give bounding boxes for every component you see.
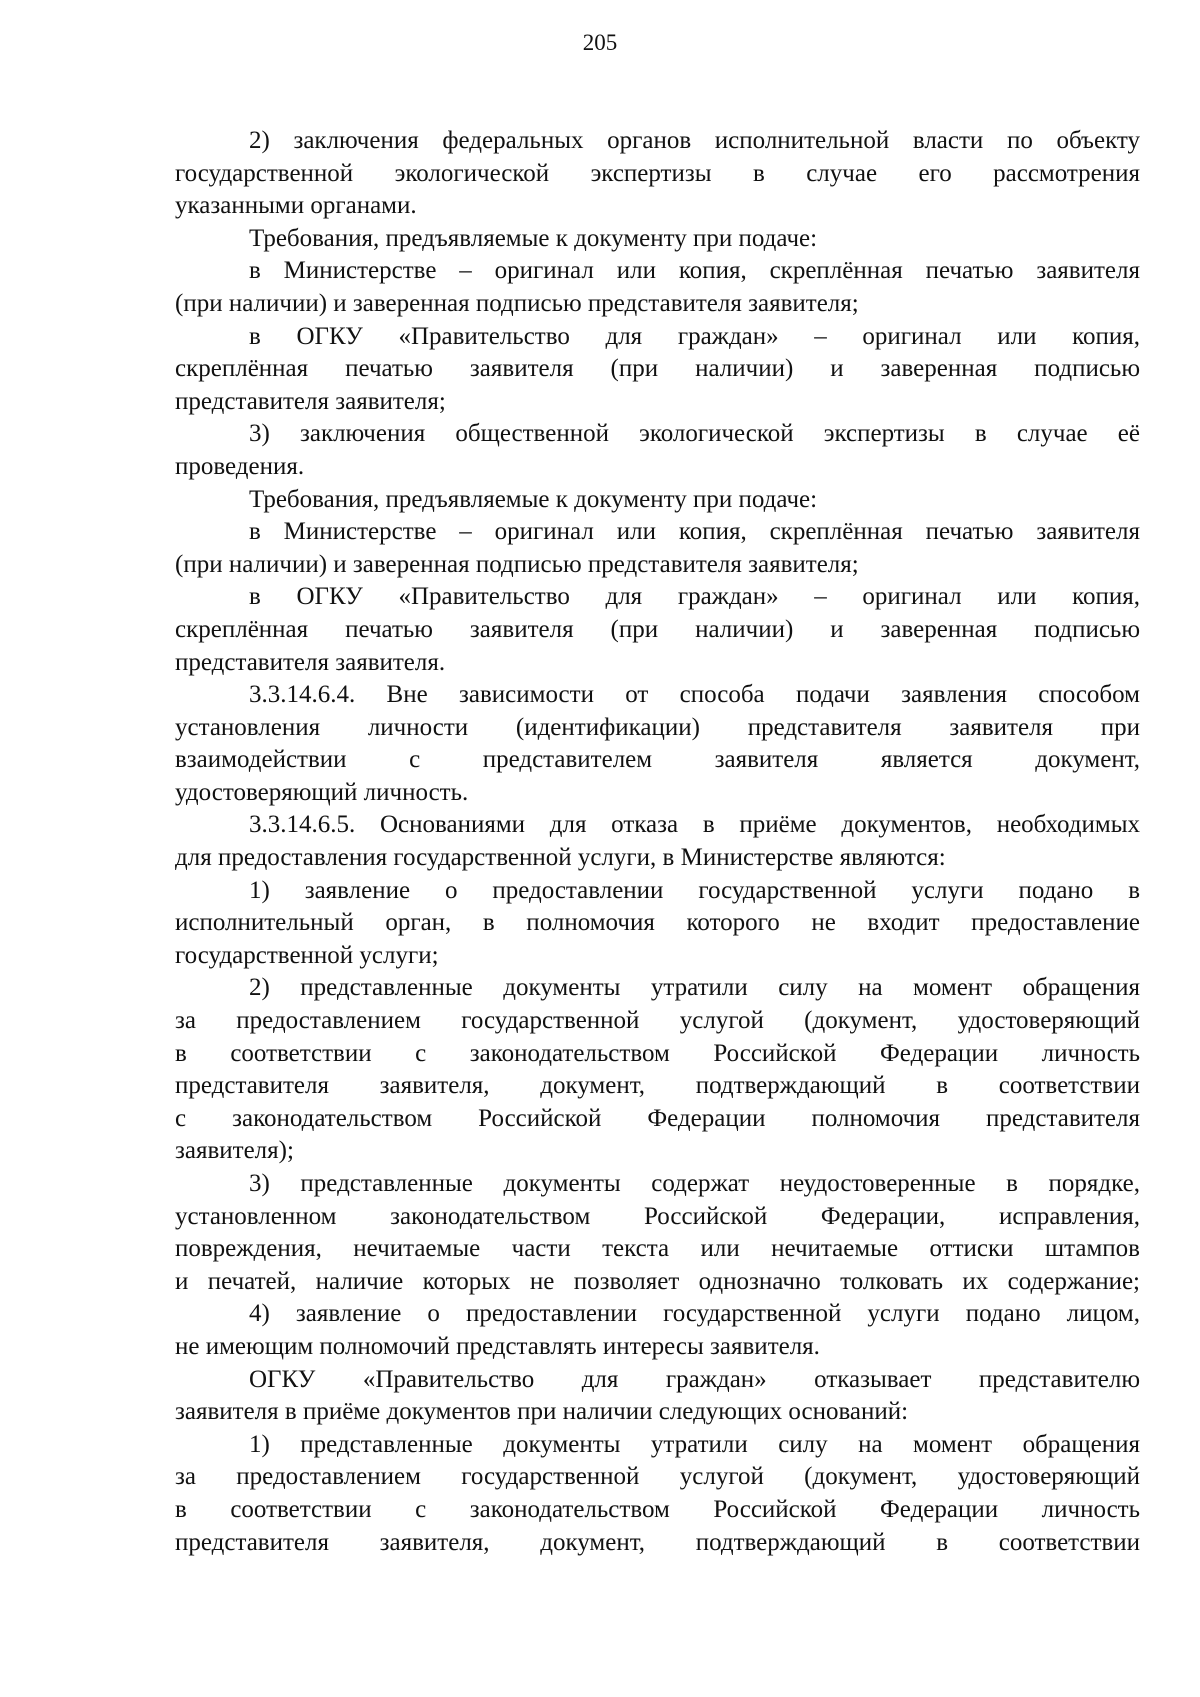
text-line: 4) заявление о предоставлении государственной услуги подано лицом, [249, 1300, 1140, 1328]
text-line: 3.3.14.6.5. Основаниями для отказа в приёме документов, необходимых [249, 811, 1140, 839]
text-line: в Министерстве – оригинал или копия, скреплённая печатью заявителя [249, 518, 1140, 546]
text-line: заявителя); [175, 1137, 294, 1165]
text-line: установленном законодательством Российской Федерации, исправления, [175, 1202, 1140, 1230]
text-line: 1) заявление о предоставлении государственной услуги подано в [249, 876, 1140, 904]
text-line: Требования, предъявляемые к документу при подаче: [249, 485, 818, 513]
text-line: не имеющим полномочий представлять интересы заявителя. [175, 1332, 820, 1360]
text-line: для предоставления государственной услуги, в Министерстве являются: [175, 844, 946, 872]
text-line: ОГКУ «Правительство для граждан» отказывает представителю [249, 1365, 1140, 1393]
text-line: с законодательством Российской Федерации полномочия представителя [175, 1104, 1140, 1132]
text-line: повреждения, нечитаемые части текста или нечитаемые оттиски штампов [175, 1235, 1140, 1263]
text-line: и печатей, наличие которых не позволяет однозначно толковать их содержание; [175, 1267, 1140, 1295]
text-line: 2) заключения федеральных органов исполнительной власти по объекту [249, 127, 1140, 154]
text-line: 2) представленные документы утратили силу на момент обращения [249, 974, 1140, 1002]
text-line: в ОГКУ «Правительство для граждан» – оригинал или копия, [249, 583, 1140, 611]
text-line: 3) заключения общественной экологической экспертизы в случае её [249, 420, 1140, 448]
text-line: заявителя в приёме документов при наличии следующих оснований: [175, 1398, 909, 1426]
text-line: 3) представленные документы содержат неудостоверенные в порядке, [249, 1170, 1140, 1197]
document-body [175, 125, 1140, 1559]
text-line: скреплённая печатью заявителя (при наличии) и заверенная подписью [175, 355, 1140, 383]
text-line: государственной услуги; [175, 941, 439, 969]
text-line: скреплённая печатью заявителя (при наличии) и заверенная подписью [175, 615, 1140, 643]
text-line: государственной экологической экспертизы в случае его рассмотрения [175, 159, 1140, 187]
text-line: в Министерстве – оригинал или копия, скреплённая печатью заявителя [249, 257, 1140, 285]
text-line: представителя заявителя. [175, 648, 446, 676]
text-line: (при наличии) и заверенная подписью представителя заявителя; [175, 550, 859, 578]
text-line: 1) представленные документы утратили силу на момент обращения [249, 1430, 1140, 1458]
text-line: исполнительный орган, в полномочия которого не входит предоставление [175, 909, 1140, 937]
text-line: представителя заявителя, документ, подтверждающий в соответствии [175, 1072, 1140, 1100]
text-line: (при наличии) и заверенная подписью представителя заявителя; [175, 289, 859, 317]
page-number: 205 [582, 30, 618, 55]
text-line: установления личности (идентификации) представителя заявителя при [175, 713, 1140, 741]
text-line: в ОГКУ «Правительство для граждан» – оригинал или копия, [249, 322, 1140, 350]
text-line: взаимодействии с представителем заявителя является документ, [175, 746, 1140, 774]
text-line: в соответствии с законодательством Российской Федерации личность [175, 1039, 1140, 1067]
text-line: представителя заявителя, документ, подтверждающий в соответствии [175, 1528, 1140, 1556]
text-line: за предоставлением государственной услугой (документ, удостоверяющий [175, 1463, 1140, 1491]
text-line: представителя заявителя; [175, 387, 446, 415]
text-line: удостоверяющий личность. [175, 778, 469, 806]
text-line: за предоставлением государственной услугой (документ, удостоверяющий [175, 1007, 1140, 1035]
text-line: указанными органами. [175, 192, 417, 220]
text-line: в соответствии с законодательством Российской Федерации личность [175, 1495, 1140, 1523]
text-line: проведения. [175, 452, 305, 480]
text-line: Требования, предъявляемые к документу при подаче: [249, 224, 818, 252]
text-line: 3.3.14.6.4. Вне зависимости от способа подачи заявления способом [249, 681, 1140, 709]
